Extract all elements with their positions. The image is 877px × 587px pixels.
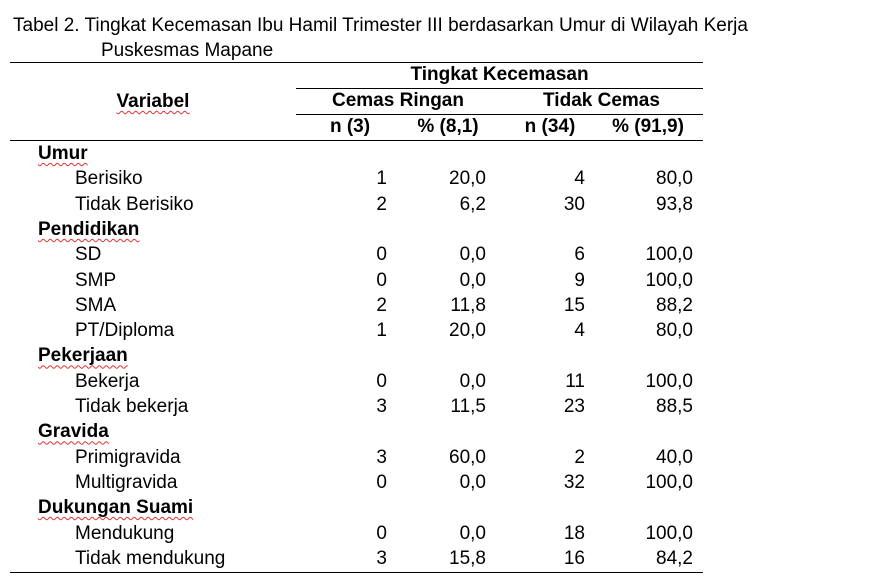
cell-n-tidak-cemas: 11 [565,370,585,392]
cell-pct-cemas: 11,5 [450,396,486,417]
cell-n-cemas: 1 [376,320,387,342]
cell-n-cemas: 2 [376,294,387,316]
cell-pct-cemas: 0,0 [459,522,486,544]
cell-pct-tidak-cemas: 100,0 [645,370,693,392]
cell-n-tidak-cemas: 30 [563,193,585,215]
row-label: Berisiko [75,168,143,190]
cell-pct-tidak-cemas: 100,0 [645,471,693,493]
column-header-pct-tidak-cemas: % (91,9) [612,116,684,137]
cell-pct-tidak-cemas: 40,0 [656,446,693,468]
caption-line-1: Tabel 2. Tingkat Kecemasan Ibu Hamil Trimester III berdasarkan Umur di Wilayah Kerja [13,15,748,36]
cell-n-cemas: 1 [376,168,387,190]
row-label: Tidak mendukung [75,547,226,569]
section-heading-text: Dukungan Suami [38,497,194,519]
cell-pct-cemas: 11,8 [450,294,486,316]
cell-pct-cemas: 20,0 [449,320,486,342]
section-heading-text: Pendidikan [38,218,140,240]
cell-pct-tidak-cemas: 93,8 [656,193,693,215]
table-bottom-rule [10,572,703,573]
cell-pct-cemas: 15,8 [449,547,486,569]
section-heading-text: Gravida [38,421,109,443]
row-label: PT/Diploma [75,320,175,342]
cell-n-tidak-cemas: 4 [574,168,585,190]
cell-n-cemas: 0 [376,522,387,544]
row-label: SMP [75,269,117,291]
header-bottom-rule [10,140,703,141]
row-label: Tidak Berisiko [75,193,194,215]
column-header-n-tidak-cemas: n (34) [524,116,576,137]
cell-n-cemas: 3 [376,547,387,569]
section-heading-text: Pekerjaan [38,345,128,367]
section-heading [38,419,109,444]
header-tidak-cemas: Tidak Cemas [543,90,660,111]
cell-n-tidak-cemas: 32 [563,471,585,493]
cell-pct-tidak-cemas: 80,0 [656,168,693,190]
cell-pct-tidak-cemas: 100,0 [645,522,693,544]
cell-pct-tidak-cemas: 80,0 [656,320,693,342]
cell-n-tidak-cemas: 9 [574,269,585,291]
column-header-n-cemas: n (3) [329,116,371,137]
caption-line-2: Puskesmas Mapane [101,40,274,61]
cell-pct-tidak-cemas: 88,2 [656,294,693,316]
cell-pct-cemas: 0,0 [459,370,486,392]
cell-pct-cemas: 60,0 [449,446,486,468]
cell-n-tidak-cemas: 6 [574,244,585,266]
cell-pct-cemas: 6,2 [459,193,486,215]
header-variabel-text: Variabel [116,91,190,112]
row-label: Bekerja [75,370,140,392]
section-heading [38,343,128,368]
section-heading [38,217,139,242]
cell-pct-tidak-cemas: 84,2 [656,547,693,569]
cell-n-cemas: 0 [376,269,387,291]
section-heading [38,495,193,520]
row-label: SD [75,244,102,266]
header-cemas-ringan: Cemas Ringan [332,90,464,111]
section-heading-text: Umur [38,143,88,164]
cell-pct-cemas: 0,0 [459,244,486,266]
row-label: Multigravida [75,471,178,493]
cell-n-tidak-cemas: 15 [563,294,585,316]
cell-n-tidak-cemas: 18 [563,522,585,544]
cell-n-cemas: 3 [376,446,387,468]
cell-pct-tidak-cemas: 100,0 [645,244,693,266]
cell-n-tidak-cemas: 4 [574,320,585,342]
cell-n-tidak-cemas: 16 [563,547,585,569]
table-caption [13,13,748,63]
row-label: SMA [75,294,117,316]
cell-pct-tidak-cemas: 88,5 [656,396,693,417]
cell-n-cemas: 0 [376,471,387,493]
row-label: Mendukung [75,522,175,544]
cell-n-cemas: 3 [376,396,387,417]
cell-pct-cemas: 0,0 [459,471,486,493]
cell-pct-cemas: 20,0 [449,168,486,190]
row-label: Tidak bekerja [75,396,189,417]
cell-n-cemas: 2 [376,193,387,215]
cell-n-cemas: 0 [376,370,387,392]
cell-n-tidak-cemas: 23 [563,396,585,417]
column-header-pct-cemas: % (8,1) [417,116,479,137]
row-label: Primigravida [75,446,181,468]
header-tingkat-kecemasan: Tingkat Kecemasan [410,64,589,85]
section-heading [38,141,88,166]
cell-pct-tidak-cemas: 100,0 [645,269,693,291]
cell-pct-cemas: 0,0 [459,269,486,291]
cell-n-cemas: 0 [376,244,387,266]
header-variabel [10,89,296,114]
cell-n-tidak-cemas: 2 [574,446,585,468]
